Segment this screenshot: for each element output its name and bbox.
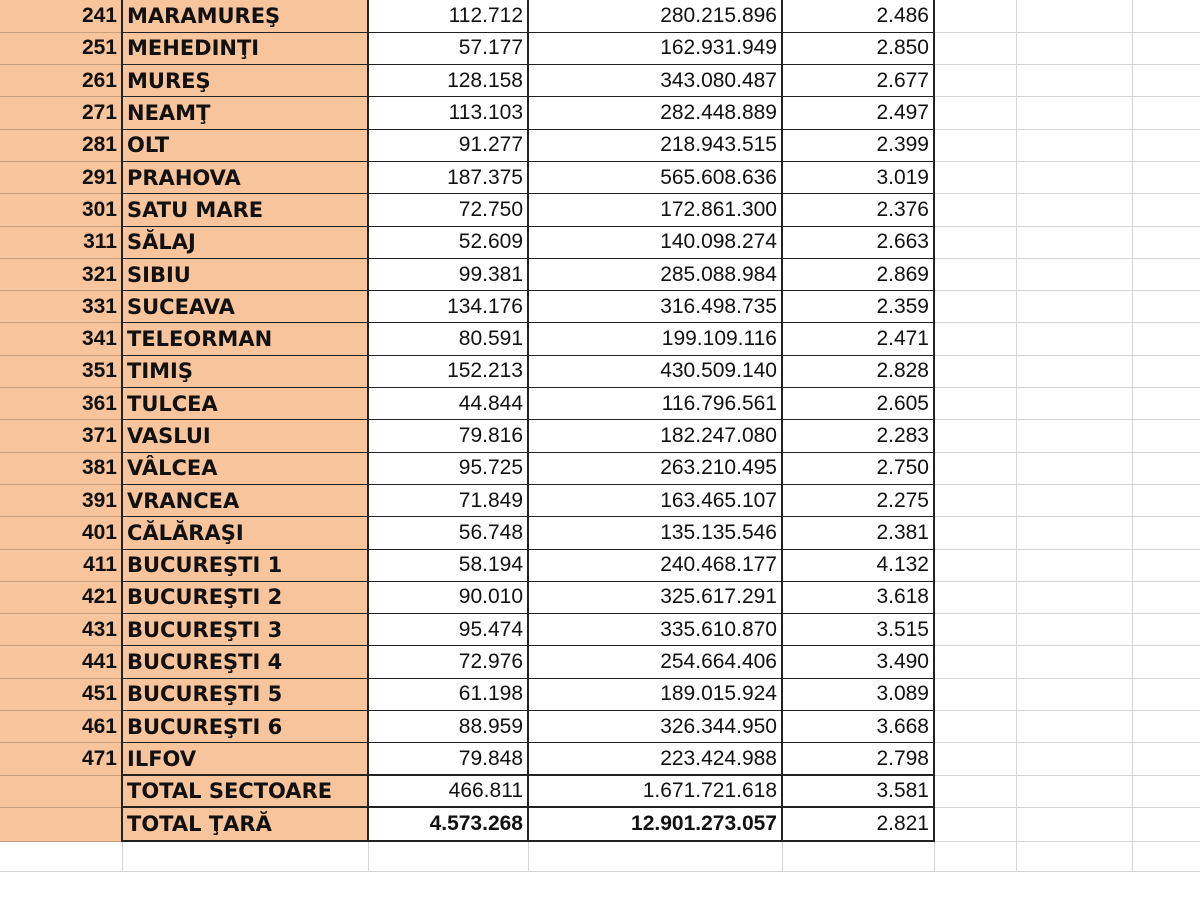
empty-cell[interactable] <box>1132 97 1200 129</box>
value-b-cell[interactable]: 172.861.300 <box>528 194 782 226</box>
value-b-cell[interactable]: 282.448.889 <box>528 97 782 129</box>
empty-cell[interactable] <box>1016 452 1132 484</box>
empty-cell[interactable] <box>1132 517 1200 549</box>
county-code-cell[interactable]: 251 <box>0 32 122 64</box>
table-row <box>0 97 1200 129</box>
empty-cell[interactable] <box>934 388 1016 420</box>
value-b-cell[interactable]: 316.498.735 <box>528 291 782 323</box>
empty-cell[interactable] <box>1132 420 1200 452</box>
county-name-cell[interactable]: ILFOV <box>122 743 368 775</box>
empty-cell[interactable] <box>1016 226 1132 258</box>
county-code-cell[interactable]: 241 <box>0 0 122 32</box>
county-code-cell[interactable]: 331 <box>0 291 122 323</box>
empty-code-cell[interactable] <box>0 775 122 807</box>
value-a-cell[interactable]: 52.609 <box>368 226 528 258</box>
empty-cell[interactable] <box>1132 452 1200 484</box>
value-c-cell[interactable]: 2.798 <box>782 743 934 775</box>
value-a-cell[interactable]: 58.194 <box>368 549 528 581</box>
empty-cell[interactable] <box>122 841 368 871</box>
value-c-cell[interactable]: 2.283 <box>782 420 934 452</box>
county-code-cell[interactable]: 391 <box>0 484 122 516</box>
county-name-cell[interactable]: VÂLCEA <box>122 452 368 484</box>
empty-cell[interactable] <box>1132 678 1200 710</box>
empty-cell[interactable] <box>934 0 1016 32</box>
value-c-cell[interactable]: 2.399 <box>782 129 934 161</box>
county-name-cell[interactable]: BUCUREŞTI 4 <box>122 646 368 678</box>
empty-cell[interactable] <box>934 646 1016 678</box>
value-c-cell[interactable]: 3.668 <box>782 711 934 743</box>
table-row <box>0 291 1200 323</box>
total-value-b-cell[interactable]: 1.671.721.618 <box>528 775 782 807</box>
total-sectoare-row <box>0 775 1200 807</box>
empty-cell[interactable] <box>0 841 122 871</box>
table-row <box>0 65 1200 97</box>
county-name-cell[interactable]: SUCEAVA <box>122 291 368 323</box>
value-b-cell[interactable]: 254.664.406 <box>528 646 782 678</box>
county-code-cell[interactable]: 311 <box>0 226 122 258</box>
value-a-cell[interactable]: 88.959 <box>368 711 528 743</box>
value-b-cell[interactable]: 199.109.116 <box>528 323 782 355</box>
total-value-a-cell[interactable]: 4.573.268 <box>368 807 528 841</box>
empty-cell[interactable] <box>1016 0 1132 32</box>
value-b-cell[interactable]: 162.931.949 <box>528 32 782 64</box>
value-a-cell[interactable]: 72.976 <box>368 646 528 678</box>
empty-cell[interactable] <box>934 678 1016 710</box>
empty-cell[interactable] <box>1132 614 1200 646</box>
empty-cell[interactable] <box>1016 355 1132 387</box>
county-name-cell[interactable]: SATU MARE <box>122 194 368 226</box>
value-c-cell[interactable]: 2.376 <box>782 194 934 226</box>
value-c-cell[interactable]: 2.677 <box>782 65 934 97</box>
county-code-cell[interactable]: 271 <box>0 97 122 129</box>
county-code-cell[interactable]: 411 <box>0 549 122 581</box>
value-c-cell[interactable]: 2.605 <box>782 388 934 420</box>
county-code-cell[interactable]: 281 <box>0 129 122 161</box>
empty-cell[interactable] <box>934 807 1016 841</box>
empty-cell[interactable] <box>1132 807 1200 841</box>
empty-cell[interactable] <box>1132 484 1200 516</box>
county-code-cell[interactable]: 351 <box>0 355 122 387</box>
county-name-cell[interactable]: MEHEDINŢI <box>122 32 368 64</box>
empty-cell[interactable] <box>934 775 1016 807</box>
empty-cell[interactable] <box>934 129 1016 161</box>
value-b-cell[interactable]: 280.215.896 <box>528 0 782 32</box>
empty-cell[interactable] <box>1016 484 1132 516</box>
empty-cell[interactable] <box>1016 258 1132 290</box>
value-a-cell[interactable]: 90.010 <box>368 581 528 613</box>
empty-cell[interactable] <box>1016 517 1132 549</box>
value-b-cell[interactable]: 263.210.495 <box>528 452 782 484</box>
table-row <box>0 711 1200 743</box>
county-code-cell[interactable]: 321 <box>0 258 122 290</box>
table-row <box>0 161 1200 193</box>
county-code-cell[interactable]: 291 <box>0 161 122 193</box>
county-name-cell[interactable]: BUCUREŞTI 5 <box>122 678 368 710</box>
county-code-cell[interactable]: 341 <box>0 323 122 355</box>
value-b-cell[interactable]: 140.098.274 <box>528 226 782 258</box>
total-value-c-cell[interactable]: 3.581 <box>782 775 934 807</box>
table-row <box>0 32 1200 64</box>
empty-cell[interactable] <box>934 711 1016 743</box>
empty-cell[interactable] <box>1132 194 1200 226</box>
empty-cell[interactable] <box>1132 646 1200 678</box>
total-tara-row <box>0 807 1200 841</box>
table-row <box>0 646 1200 678</box>
empty-cell[interactable] <box>1016 775 1132 807</box>
value-a-cell[interactable]: 187.375 <box>368 161 528 193</box>
value-a-cell[interactable]: 112.712 <box>368 0 528 32</box>
county-code-cell[interactable]: 371 <box>0 420 122 452</box>
value-a-cell[interactable]: 72.750 <box>368 194 528 226</box>
empty-cell[interactable] <box>1016 549 1132 581</box>
empty-cell[interactable] <box>1016 711 1132 743</box>
county-name-cell[interactable]: PRAHOVA <box>122 161 368 193</box>
empty-cell[interactable] <box>1132 841 1200 871</box>
empty-cell[interactable] <box>782 841 934 871</box>
empty-cell[interactable] <box>1016 65 1132 97</box>
value-c-cell[interactable]: 2.750 <box>782 452 934 484</box>
empty-cell[interactable] <box>1132 388 1200 420</box>
county-name-cell[interactable]: BUCUREŞTI 6 <box>122 711 368 743</box>
empty-cell[interactable] <box>1016 841 1132 871</box>
county-name-cell[interactable]: OLT <box>122 129 368 161</box>
value-b-cell[interactable]: 285.088.984 <box>528 258 782 290</box>
table-row <box>0 420 1200 452</box>
empty-cell[interactable] <box>1016 323 1132 355</box>
value-a-cell[interactable]: 99.381 <box>368 258 528 290</box>
county-code-cell[interactable]: 431 <box>0 614 122 646</box>
empty-cell[interactable] <box>1016 807 1132 841</box>
value-a-cell[interactable]: 95.725 <box>368 452 528 484</box>
empty-cell[interactable] <box>934 323 1016 355</box>
county-name-cell[interactable]: SIBIU <box>122 258 368 290</box>
county-name-cell[interactable]: MARAMUREŞ <box>122 0 368 32</box>
value-c-cell[interactable]: 3.515 <box>782 614 934 646</box>
value-b-cell[interactable]: 223.424.988 <box>528 743 782 775</box>
value-c-cell[interactable]: 2.471 <box>782 323 934 355</box>
value-c-cell[interactable]: 2.828 <box>782 355 934 387</box>
table-row <box>0 388 1200 420</box>
table-row <box>0 194 1200 226</box>
table-row <box>0 226 1200 258</box>
table-row <box>0 517 1200 549</box>
empty-cell[interactable] <box>934 355 1016 387</box>
county-name-cell[interactable]: MUREŞ <box>122 65 368 97</box>
empty-code-cell[interactable] <box>0 807 122 841</box>
county-name-cell[interactable]: SĂLAJ <box>122 226 368 258</box>
empty-cell[interactable] <box>934 420 1016 452</box>
empty-cell[interactable] <box>1132 258 1200 290</box>
empty-cell[interactable] <box>934 194 1016 226</box>
empty-cell[interactable] <box>934 226 1016 258</box>
value-b-cell[interactable]: 163.465.107 <box>528 484 782 516</box>
county-code-cell[interactable]: 441 <box>0 646 122 678</box>
empty-cell[interactable] <box>934 258 1016 290</box>
empty-cell[interactable] <box>1016 32 1132 64</box>
value-a-cell[interactable]: 134.176 <box>368 291 528 323</box>
value-a-cell[interactable]: 79.848 <box>368 743 528 775</box>
table-row <box>0 743 1200 775</box>
empty-cell[interactable] <box>1132 549 1200 581</box>
empty-cell[interactable] <box>1132 226 1200 258</box>
value-b-cell[interactable]: 189.015.924 <box>528 678 782 710</box>
value-a-cell[interactable]: 71.849 <box>368 484 528 516</box>
empty-cell[interactable] <box>1132 743 1200 775</box>
empty-cell[interactable] <box>1016 743 1132 775</box>
empty-cell[interactable] <box>1132 711 1200 743</box>
empty-cell[interactable] <box>1016 97 1132 129</box>
county-name-cell[interactable]: CĂLĂRAŞI <box>122 517 368 549</box>
value-a-cell[interactable]: 113.103 <box>368 97 528 129</box>
value-c-cell[interactable]: 4.132 <box>782 549 934 581</box>
empty-cell[interactable] <box>934 32 1016 64</box>
empty-cell[interactable] <box>1132 129 1200 161</box>
value-b-cell[interactable]: 343.080.487 <box>528 65 782 97</box>
value-b-cell[interactable]: 182.247.080 <box>528 420 782 452</box>
total-value-a-cell[interactable]: 466.811 <box>368 775 528 807</box>
value-b-cell[interactable]: 430.509.140 <box>528 355 782 387</box>
table-row <box>0 581 1200 613</box>
county-name-cell[interactable]: NEAMŢ <box>122 97 368 129</box>
table-row <box>0 355 1200 387</box>
empty-cell[interactable] <box>1016 161 1132 193</box>
table-row <box>0 452 1200 484</box>
empty-cell[interactable] <box>934 65 1016 97</box>
empty-cell[interactable] <box>1132 581 1200 613</box>
county-code-cell[interactable]: 421 <box>0 581 122 613</box>
county-name-cell[interactable]: BUCUREŞTI 1 <box>122 549 368 581</box>
value-c-cell[interactable]: 2.869 <box>782 258 934 290</box>
value-c-cell[interactable]: 2.359 <box>782 291 934 323</box>
empty-cell[interactable] <box>1016 420 1132 452</box>
empty-cell[interactable] <box>528 841 782 871</box>
value-a-cell[interactable]: 44.844 <box>368 388 528 420</box>
empty-cell[interactable] <box>1016 614 1132 646</box>
empty-cell[interactable] <box>934 614 1016 646</box>
empty-cell[interactable] <box>1016 581 1132 613</box>
county-code-cell[interactable]: 361 <box>0 388 122 420</box>
empty-cell[interactable] <box>1132 291 1200 323</box>
value-b-cell[interactable]: 326.344.950 <box>528 711 782 743</box>
total-value-b-cell[interactable]: 12.901.273.057 <box>528 807 782 841</box>
county-code-cell[interactable]: 261 <box>0 65 122 97</box>
county-name-cell[interactable]: TIMIŞ <box>122 355 368 387</box>
empty-cell[interactable] <box>1132 775 1200 807</box>
empty-cell[interactable] <box>1016 646 1132 678</box>
empty-cell[interactable] <box>934 484 1016 516</box>
value-c-cell[interactable]: 2.850 <box>782 32 934 64</box>
value-c-cell[interactable]: 2.275 <box>782 484 934 516</box>
value-c-cell[interactable]: 2.381 <box>782 517 934 549</box>
empty-cell[interactable] <box>1016 291 1132 323</box>
empty-cell[interactable] <box>934 743 1016 775</box>
table-row <box>0 678 1200 710</box>
value-b-cell[interactable]: 240.468.177 <box>528 549 782 581</box>
county-code-cell[interactable]: 461 <box>0 711 122 743</box>
value-a-cell[interactable]: 152.213 <box>368 355 528 387</box>
table-row <box>0 484 1200 516</box>
empty-cell[interactable] <box>1132 355 1200 387</box>
empty-cell[interactable] <box>368 841 528 871</box>
empty-cell[interactable] <box>934 452 1016 484</box>
empty-cell[interactable] <box>1132 65 1200 97</box>
empty-cell[interactable] <box>1132 32 1200 64</box>
empty-cell[interactable] <box>1016 678 1132 710</box>
empty-cell[interactable] <box>934 291 1016 323</box>
empty-row <box>0 841 1200 871</box>
table-row <box>0 323 1200 355</box>
value-a-cell[interactable]: 57.177 <box>368 32 528 64</box>
value-b-cell[interactable]: 135.135.546 <box>528 517 782 549</box>
value-a-cell[interactable]: 128.158 <box>368 65 528 97</box>
value-a-cell[interactable]: 95.474 <box>368 614 528 646</box>
empty-cell[interactable] <box>1132 0 1200 32</box>
total-label-cell[interactable]: TOTAL ŢARĂ <box>122 807 368 841</box>
value-b-cell[interactable]: 565.608.636 <box>528 161 782 193</box>
county-code-cell[interactable]: 401 <box>0 517 122 549</box>
value-a-cell[interactable]: 91.277 <box>368 129 528 161</box>
value-c-cell[interactable]: 3.089 <box>782 678 934 710</box>
county-code-cell[interactable]: 451 <box>0 678 122 710</box>
total-value-c-cell[interactable]: 2.821 <box>782 807 934 841</box>
value-c-cell[interactable]: 2.497 <box>782 97 934 129</box>
empty-cell[interactable] <box>934 581 1016 613</box>
county-code-cell[interactable]: 381 <box>0 452 122 484</box>
table-row <box>0 258 1200 290</box>
value-b-cell[interactable]: 116.796.561 <box>528 388 782 420</box>
value-c-cell[interactable]: 3.019 <box>782 161 934 193</box>
county-name-cell[interactable]: BUCUREŞTI 2 <box>122 581 368 613</box>
value-c-cell[interactable]: 2.486 <box>782 0 934 32</box>
value-a-cell[interactable]: 79.816 <box>368 420 528 452</box>
value-c-cell[interactable]: 3.618 <box>782 581 934 613</box>
county-name-cell[interactable]: BUCUREŞTI 3 <box>122 614 368 646</box>
table-row <box>0 549 1200 581</box>
empty-cell[interactable] <box>934 517 1016 549</box>
empty-cell[interactable] <box>1016 194 1132 226</box>
county-name-cell[interactable]: TELEORMAN <box>122 323 368 355</box>
empty-cell[interactable] <box>1132 161 1200 193</box>
table-row <box>0 614 1200 646</box>
empty-cell[interactable] <box>934 161 1016 193</box>
value-a-cell[interactable]: 61.198 <box>368 678 528 710</box>
value-a-cell[interactable]: 56.748 <box>368 517 528 549</box>
value-b-cell[interactable]: 218.943.515 <box>528 129 782 161</box>
empty-cell[interactable] <box>1016 129 1132 161</box>
value-b-cell[interactable]: 335.610.870 <box>528 614 782 646</box>
empty-cell[interactable] <box>934 841 1016 871</box>
county-code-cell[interactable]: 301 <box>0 194 122 226</box>
table-row <box>0 0 1200 32</box>
value-b-cell[interactable]: 325.617.291 <box>528 581 782 613</box>
empty-cell[interactable] <box>934 97 1016 129</box>
value-a-cell[interactable]: 80.591 <box>368 323 528 355</box>
county-name-cell[interactable]: VRANCEA <box>122 484 368 516</box>
table-row <box>0 129 1200 161</box>
county-code-cell[interactable]: 471 <box>0 743 122 775</box>
value-c-cell[interactable]: 3.490 <box>782 646 934 678</box>
county-name-cell[interactable]: TULCEA <box>122 388 368 420</box>
total-label-cell[interactable]: TOTAL SECTOARE <box>122 775 368 807</box>
empty-cell[interactable] <box>1132 323 1200 355</box>
empty-cell[interactable] <box>934 549 1016 581</box>
county-name-cell[interactable]: VASLUI <box>122 420 368 452</box>
empty-cell[interactable] <box>1016 388 1132 420</box>
value-c-cell[interactable]: 2.663 <box>782 226 934 258</box>
